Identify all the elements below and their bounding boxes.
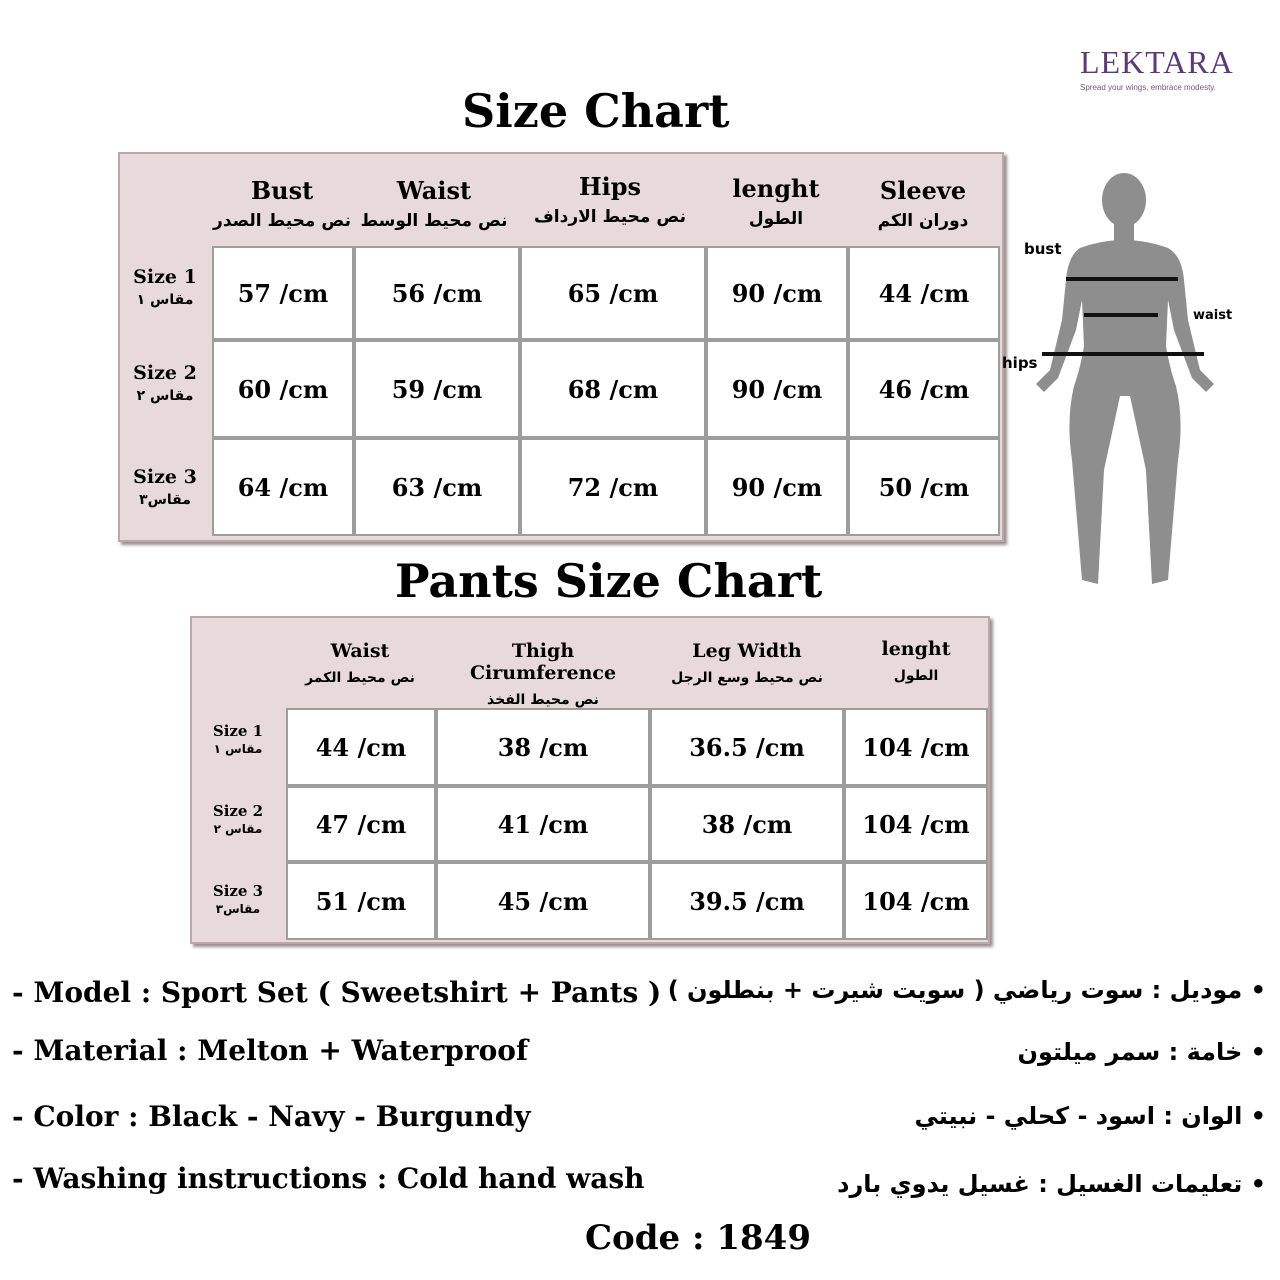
size-cell: 44 /cm — [848, 246, 1000, 340]
figure-label-hips: hips — [1002, 354, 1038, 372]
size-cell: 68 /cm — [520, 340, 706, 438]
pants-cell: 45 /cm — [436, 862, 650, 940]
pants-cell: 38 /cm — [650, 786, 844, 862]
pants-cell: 104 /cm — [844, 862, 988, 940]
pants-header-leg-width: Leg Width نص محيط وسع الرجل — [671, 640, 823, 686]
size-header-sleeve: Sleeve دوران الكم — [877, 176, 969, 231]
product-code: Code : 1849 — [585, 1218, 811, 1258]
size-cell: 90 /cm — [706, 246, 848, 340]
size-cell: 63 /cm — [354, 438, 520, 536]
pants-cell: 41 /cm — [436, 786, 650, 862]
size-cell: 90 /cm — [706, 340, 848, 438]
pants-cell: 104 /cm — [844, 786, 988, 862]
pants-cell: 38 /cm — [436, 708, 650, 786]
pants-header-thigh: Thigh Cirumference نص محيط الفخذ — [469, 640, 617, 708]
pants-cell: 47 /cm — [286, 786, 436, 862]
figure-label-bust: bust — [1024, 240, 1062, 258]
pants-row-label-1: Size 1 مقاس ١ — [212, 722, 264, 756]
pants-row-label-2: Size 2 مقاس ٢ — [212, 802, 264, 836]
pants-header-waist: Waist نص محيط الكمر — [305, 640, 415, 686]
pants-header-length: lenght الطول — [881, 638, 951, 684]
detail-model-en: - Model : Sport Set ( Sweetshirt + Pants ) — [12, 976, 662, 1009]
size-chart-table — [118, 152, 1004, 542]
detail-color-ar: • الوان : اسود - كحلي - نبيتي — [914, 1102, 1266, 1130]
size-cell: 64 /cm — [212, 438, 354, 536]
brand-name: LEKTARA — [1080, 44, 1234, 80]
pants-row-label-3: Size 3 مقاس٣ — [212, 882, 264, 916]
pants-cell: 36.5 /cm — [650, 708, 844, 786]
detail-washing-ar: • تعليمات الغسيل : غسيل يدوي بارد — [837, 1170, 1266, 1198]
size-cell: 72 /cm — [520, 438, 706, 536]
pants-chart-table — [190, 616, 990, 944]
size-cell: 57 /cm — [212, 246, 354, 340]
pants-chart-title: Pants Size Chart — [395, 554, 823, 608]
size-cell: 60 /cm — [212, 340, 354, 438]
pants-cell: 51 /cm — [286, 862, 436, 940]
detail-material-ar: • خامة : سمر ميلتون — [1017, 1038, 1266, 1066]
size-row-label-1: Size 1 مقاس ١ — [133, 266, 197, 308]
detail-color-en: - Color : Black - Navy - Burgundy — [12, 1100, 531, 1133]
size-cell: 90 /cm — [706, 438, 848, 536]
size-header-waist: Waist نص محيط الوسط — [360, 176, 508, 231]
pants-cell: 39.5 /cm — [650, 862, 844, 940]
size-row-label-2: Size 2 مقاس ٢ — [133, 362, 197, 404]
pants-cell: 44 /cm — [286, 708, 436, 786]
size-header-bust: Bust نص محيط الصدر — [213, 176, 351, 231]
detail-material-en: - Material : Melton + Waterproof — [12, 1034, 529, 1067]
brand-tagline: Spread your wings, embrace modesty. — [1080, 83, 1216, 92]
body-measurement-figure — [1000, 170, 1240, 590]
pants-cell: 104 /cm — [844, 708, 988, 786]
size-header-hips: Hips نص محيط الارداف — [534, 172, 686, 227]
body-silhouette-icon — [1000, 170, 1240, 590]
size-chart-title: Size Chart — [462, 84, 730, 138]
size-cell: 59 /cm — [354, 340, 520, 438]
brand-logo — [1080, 44, 1240, 92]
size-cell: 56 /cm — [354, 246, 520, 340]
size-cell: 46 /cm — [848, 340, 1000, 438]
size-cell: 65 /cm — [520, 246, 706, 340]
size-header-length: lenght الطول — [732, 174, 820, 229]
detail-model-ar: • موديل : سوت رياضي ( سويت شيرت + بنطلون ) — [667, 976, 1266, 1004]
figure-label-waist: waist — [1193, 308, 1233, 323]
detail-washing-en: - Washing instructions : Cold hand wash — [12, 1162, 645, 1195]
size-cell: 50 /cm — [848, 438, 1000, 536]
size-row-label-3: Size 3 مقاس٣ — [133, 466, 197, 508]
